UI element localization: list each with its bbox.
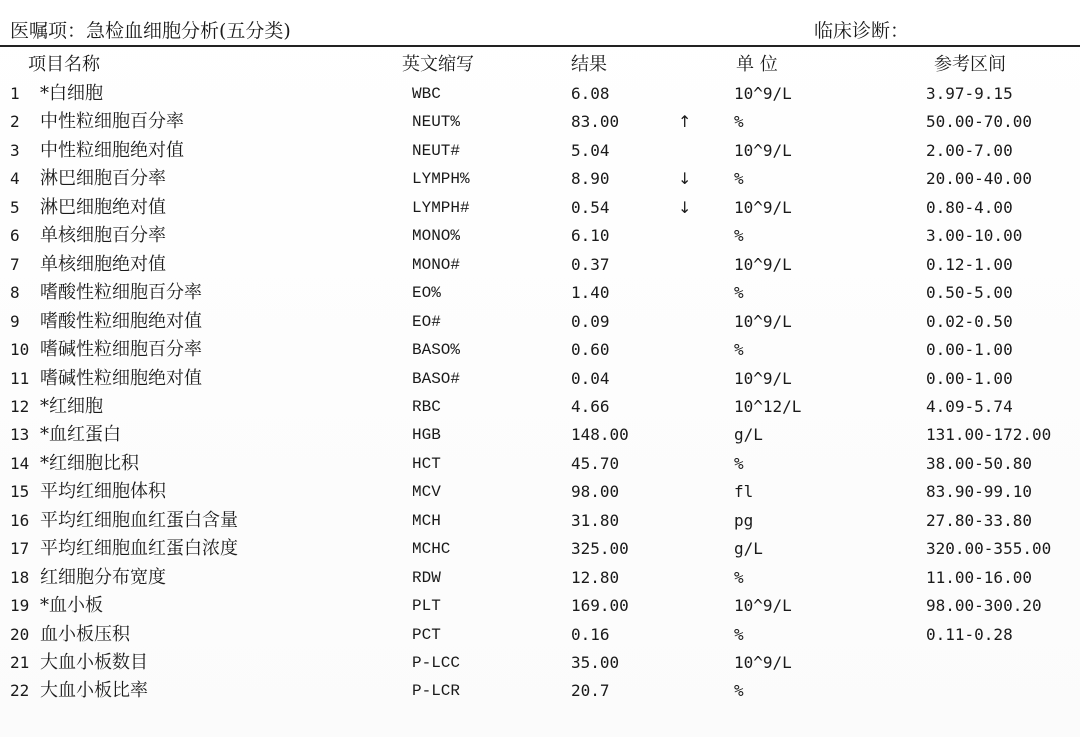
row-number: 6 (10, 226, 20, 246)
test-name: 嗜碱性粒细胞绝对值 (40, 367, 202, 389)
test-name: 红细胞分布宽度 (40, 566, 166, 588)
reference-range: 83.90-99.10 (926, 482, 1032, 502)
result-value: 1.40 (571, 283, 610, 303)
row-number: 10 (10, 340, 30, 360)
result-value: 35.00 (571, 653, 620, 672)
result-value: 4.66 (571, 396, 610, 416)
test-name: 淋巴细胞百分率 (40, 168, 166, 190)
result-value: 83.00 (571, 112, 620, 132)
row-number: 1 (10, 84, 20, 103)
table-row (0, 279, 1080, 307)
test-abbreviation: RDW (412, 568, 441, 587)
row-number: 13 (10, 425, 30, 445)
test-name: 中性粒细胞百分率 (40, 111, 184, 133)
test-name: 平均红细胞体积 (40, 481, 166, 503)
reference-range: 131.00-172.00 (926, 425, 1052, 445)
table-row (0, 80, 1080, 108)
test-name: *白细胞 (40, 83, 103, 104)
result-unit: % (734, 283, 744, 303)
test-name: 单核细胞百分率 (40, 225, 166, 247)
test-abbreviation: RBC (412, 397, 441, 416)
row-number: 18 (10, 567, 30, 587)
test-abbreviation: BASO% (412, 341, 461, 360)
result-unit: 10^9/L (734, 140, 792, 160)
result-value: 0.16 (571, 624, 610, 644)
row-number: 2 (10, 112, 20, 132)
result-unit: 10^9/L (734, 84, 792, 103)
test-name: 淋巴细胞绝对值 (40, 196, 166, 218)
order-value: 急检血细胞分析(五分类) (86, 20, 291, 42)
reference-range: 0.12-1.00 (926, 254, 1013, 274)
result-value: 98.00 (571, 482, 620, 502)
test-name: 大血小板比率 (40, 680, 148, 702)
result-unit: g/L (734, 425, 763, 445)
reference-range: 0.50-5.00 (926, 283, 1013, 303)
table-row (0, 165, 1080, 193)
test-name: 嗜酸性粒细胞百分率 (40, 282, 202, 304)
reference-range: 98.00-300.20 (926, 596, 1042, 616)
test-abbreviation: NEUT# (412, 141, 461, 160)
abnormal-flag: ↓ (678, 197, 692, 217)
result-unit: fl (734, 482, 754, 502)
column-header-name: 项目名称 (28, 54, 100, 75)
table-row (0, 592, 1080, 620)
result-unit: 10^9/L (734, 653, 792, 672)
test-name: 平均红细胞血红蛋白浓度 (40, 538, 238, 560)
result-unit: pg (734, 510, 754, 530)
result-unit: 10^9/L (734, 197, 792, 217)
result-value: 0.04 (571, 368, 610, 388)
test-abbreviation: HCT (412, 454, 441, 473)
reference-range: 0.02-0.50 (926, 311, 1013, 331)
result-value: 5.04 (571, 140, 610, 160)
result-unit: 10^9/L (734, 368, 792, 388)
abnormal-flag: ↓ (678, 169, 692, 189)
row-number: 12 (10, 396, 30, 416)
test-name: 大血小板数目 (40, 652, 148, 673)
result-value: 12.80 (571, 567, 620, 587)
test-name: *血小板 (40, 595, 103, 617)
column-header-reference: 参考区间 (934, 54, 1006, 75)
result-unit: % (734, 567, 744, 587)
test-abbreviation: HGB (412, 426, 441, 445)
reference-range: 3.97-9.15 (926, 84, 1013, 103)
table-row (0, 677, 1080, 705)
result-unit: 10^9/L (734, 311, 792, 331)
table-row (0, 564, 1080, 592)
reference-range: 38.00-50.80 (926, 453, 1032, 473)
test-abbreviation: LYMPH# (412, 198, 470, 217)
table-row (0, 365, 1080, 393)
reference-range: 11.00-16.00 (926, 567, 1032, 587)
table-row (0, 108, 1080, 136)
result-unit: g/L (734, 539, 763, 559)
result-value: 0.54 (571, 197, 610, 217)
reference-range: 50.00-70.00 (926, 112, 1032, 132)
reference-range: 0.80-4.00 (926, 197, 1013, 217)
result-value: 169.00 (571, 596, 629, 616)
row-number: 7 (10, 254, 20, 274)
row-number: 20 (10, 624, 30, 644)
header-divider (0, 45, 1080, 47)
test-abbreviation: EO% (412, 284, 441, 303)
result-unit: % (734, 112, 744, 132)
table-row (0, 450, 1080, 478)
test-name: 单核细胞绝对值 (40, 253, 166, 275)
table-row (0, 222, 1080, 250)
clinical-diagnosis-label: 临床诊断： (814, 20, 910, 42)
test-abbreviation: BASO# (412, 369, 461, 388)
result-unit: 10^9/L (734, 596, 792, 616)
row-number: 17 (10, 539, 30, 559)
test-abbreviation: EO# (412, 312, 441, 331)
test-name: 嗜碱性粒细胞百分率 (40, 339, 202, 361)
result-value: 31.80 (571, 510, 620, 530)
result-value: 0.09 (571, 311, 610, 331)
table-row (0, 251, 1080, 279)
result-unit: 10^12/L (734, 396, 802, 416)
test-name: 血小板压积 (40, 623, 130, 645)
row-number: 5 (10, 197, 20, 217)
result-unit: % (734, 340, 744, 360)
result-value: 325.00 (571, 539, 629, 559)
column-header-unit: 单 位 (736, 54, 778, 75)
row-number: 11 (10, 368, 30, 388)
table-row (0, 649, 1080, 677)
test-abbreviation: MCH (412, 511, 441, 530)
row-number: 3 (10, 140, 20, 160)
table-row (0, 621, 1080, 649)
order-item (10, 16, 291, 43)
test-abbreviation: WBC (412, 85, 441, 103)
result-value: 45.70 (571, 453, 620, 473)
row-number: 4 (10, 169, 20, 189)
result-unit: 10^9/L (734, 254, 792, 274)
reference-range: 0.11-0.28 (926, 624, 1013, 644)
table-row (0, 478, 1080, 506)
test-abbreviation: PLT (412, 597, 441, 616)
test-abbreviation: MONO# (412, 255, 461, 274)
reference-range: 320.00-355.00 (926, 539, 1052, 559)
test-abbreviation: LYMPH% (412, 170, 470, 189)
column-header-abbr: 英文缩写 (402, 54, 474, 75)
test-name: 中性粒细胞绝对值 (40, 139, 184, 161)
test-abbreviation: P-LCR (412, 682, 461, 701)
row-number: 14 (10, 453, 30, 473)
table-row (0, 393, 1080, 421)
row-number: 15 (10, 482, 30, 502)
result-unit: % (734, 169, 744, 189)
test-abbreviation: MCV (412, 483, 441, 502)
test-abbreviation: NEUT% (412, 113, 461, 132)
test-name: *红细胞 (40, 395, 103, 417)
result-value: 8.90 (571, 169, 610, 189)
test-name: 平均红细胞血红蛋白含量 (40, 509, 238, 531)
column-header-result: 结果 (571, 54, 607, 75)
table-row (0, 535, 1080, 563)
test-name: 嗜酸性粒细胞绝对值 (40, 310, 202, 332)
row-number: 19 (10, 596, 30, 616)
reference-range: 0.00-1.00 (926, 340, 1013, 360)
result-unit: % (734, 226, 744, 246)
test-abbreviation: P-LCC (412, 654, 461, 672)
reference-range: 27.80-33.80 (926, 510, 1032, 530)
reference-range: 2.00-7.00 (926, 140, 1013, 160)
result-value: 0.60 (571, 340, 610, 360)
abnormal-flag: ↑ (678, 112, 692, 132)
row-number: 8 (10, 283, 20, 303)
result-value: 6.10 (571, 226, 610, 246)
row-number: 9 (10, 311, 20, 331)
table-row (0, 194, 1080, 222)
table-row (0, 336, 1080, 364)
result-value: 6.08 (571, 84, 610, 103)
reference-range: 4.09-5.74 (926, 396, 1013, 416)
result-unit: % (734, 453, 744, 473)
result-unit: % (734, 681, 744, 701)
table-row (0, 507, 1080, 535)
row-number: 16 (10, 510, 30, 530)
order-label: 医嘱项： (10, 20, 87, 42)
test-name: *血红蛋白 (40, 424, 121, 446)
test-abbreviation: PCT (412, 625, 441, 644)
test-name: *红细胞比积 (40, 452, 139, 474)
result-value: 148.00 (571, 425, 629, 445)
row-number: 22 (10, 681, 30, 701)
reference-range: 0.00-1.00 (926, 368, 1013, 388)
row-number: 21 (10, 653, 30, 672)
test-abbreviation: MONO% (412, 227, 461, 246)
table-row (0, 308, 1080, 336)
result-value: 20.7 (571, 681, 610, 701)
reference-range: 3.00-10.00 (926, 226, 1023, 246)
table-row (0, 421, 1080, 449)
result-value: 0.37 (571, 254, 610, 274)
test-abbreviation: MCHC (412, 540, 451, 559)
result-unit: % (734, 624, 744, 644)
reference-range: 20.00-40.00 (926, 169, 1032, 189)
table-row (0, 137, 1080, 165)
